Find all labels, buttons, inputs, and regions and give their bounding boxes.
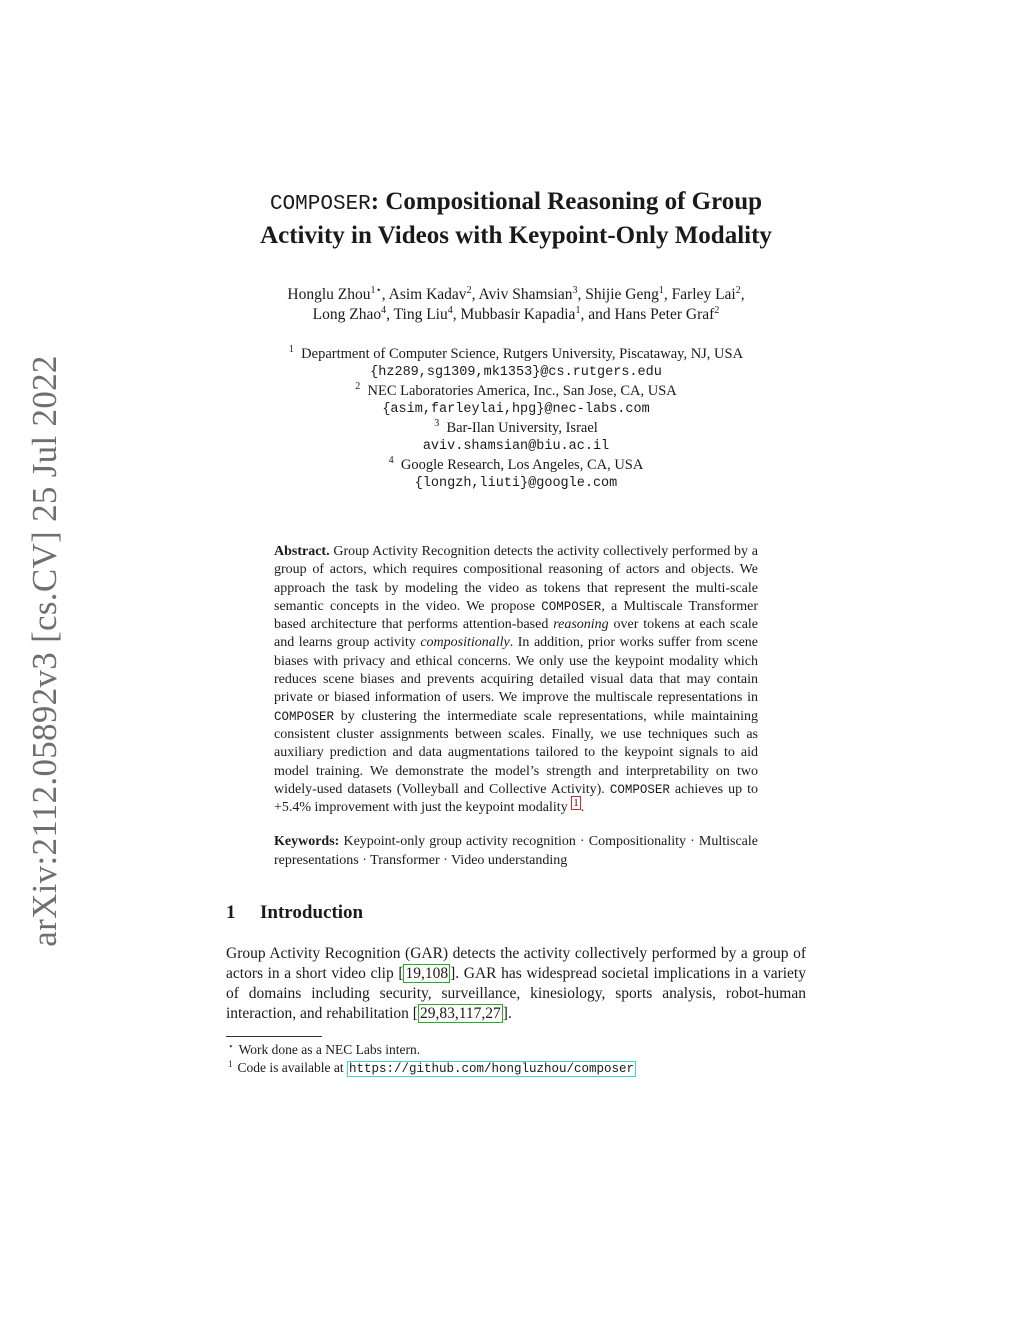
method-name: COMPOSER [609,782,670,797]
affiliation-email: {asim,farleylai,hpg}@nec-labs.com [382,401,650,417]
affiliation-email: aviv.shamsian@biu.ac.il [422,438,610,454]
intro-paragraph: Group Activity Recognition (GAR) detects the activity collectively performed by a group of actors in a short video clip [ 19,108 ]. GAR has widespread societal implications in a variety of domains including security, surveillance, kinesiology, sports analysis, robot-human interaction, and rehabilitation [ 29,83,117,27 ]. [226,945,806,1023]
footnotes [226,1041,806,1078]
abstract-label: Abstract. [274,544,330,559]
affiliation: $^2$ NEC Laboratories America, Inc., San Jose, CA, USA [355,381,677,399]
affiliation-email: {hz289,sg1309,mk1353}@cs.rutgers.edu [370,364,662,380]
arxiv-stamp: arXiv:2112.05892v3 [cs.CV] 25 Jul 2022 [25,355,64,947]
paper-title [226,186,806,251]
affiliation-email: {longzh,liuti}@google.com [414,475,618,491]
author: Honglu Zhou [287,286,371,303]
author: Hans Peter Graf [614,306,715,323]
citation-link[interactable]: 29,83,117,27 [419,1005,501,1023]
author: Farley Lai [671,286,736,303]
keywords-label: Keywords: [274,834,340,850]
footnote-link[interactable]: 1 [573,796,579,809]
author-and: and [588,306,611,323]
affiliation: $^3$ Bar-Ilan University, Israel [434,418,598,436]
title-part-1: : Compositional Reasoning of Group [370,188,763,215]
abstract: Abstract. Group Activity Recognition detects the activity collectively performed by a group of actors, which requires compositional reasoning of actors and objects. We approach the task by modeling the video as tokens that represent the multi-scale semantic concepts in the video. We propose COMPOSER, a Multiscale Transformer based architecture that performs attention-based reasoning over tokens at each scale and learns group activity compositionally. In addition, prior works suffer from scene biases with privacy and ethical concerns. We only use the keypoint modality which reduces scene biases and prevents acquiring detailed visual data that may contain private or biased information of users. We improve the multiscale representations in COMPOSER by clustering the intermediate scale representations, while maintaining consistent cluster assignments between scales. Finally, we use techniques such as auxiliary prediction and data augmentations tailored to the keypoint signals to aid model training. We demonstrate the model’s strength and interpretability on two widely-used datasets (Volleyball and Collective Activity). COMPOSER achieves up to +5.4% improvement with just the keypoint modality $^1$ . Keywords: Keypoint-only group activity recognition · Compositionality · Multiscale representations · Transformer · Video understanding [274,543,758,870]
paper-content [226,186,806,1078]
affiliations [226,345,806,493]
footnote-rule [226,1036,322,1037]
keywords: Keywords: Keypoint-only group activity recognition · Compositionality · Multiscale representations · Transformer · Video understanding [274,834,758,868]
affiliation: $^1$ Department of Computer Science, Rutgers University, Piscataway, NJ, USA [288,344,744,362]
author: Aviv Shamsian [478,286,573,303]
method-name: COMPOSER [274,709,335,724]
author: Ting Liu [393,306,448,323]
affiliation: $^4$ Google Research, Los Angeles, CA, USA [388,455,644,473]
citation-link[interactable]: 19,108 [405,965,449,983]
author: Asim Kadav [388,286,467,303]
author: Long Zhao [312,306,382,323]
title-method-name: COMPOSER [269,193,371,216]
section-heading: 1 Introduction [226,902,364,924]
author-list: Honglu Zhou$^{1⋆}$, Asim Kadav$^2$, Aviv Shamsian$^3$, Shijie Geng$^1$, Farley Lai$^2$, Long Zhao$^4$, Ting Liu$^4$, Mubbasir Kapadia$^1$, and Hans Peter Graf$^2$ [287,284,745,323]
footnote: $^1$ Code is available at https://github.com/hongluzhou/composer [228,1058,635,1077]
title-part-2: Activity in Videos with Keypoint-Only Modality [260,222,772,249]
method-name: COMPOSER [541,599,602,614]
author: Mubbasir Kapadia [460,306,576,323]
author: Shijie Geng [585,286,659,303]
code-url-link[interactable]: https://github.com/hongluzhou/composer [348,1062,635,1077]
footnote: ⋆ Work done as a NEC Labs intern. [228,1040,421,1058]
